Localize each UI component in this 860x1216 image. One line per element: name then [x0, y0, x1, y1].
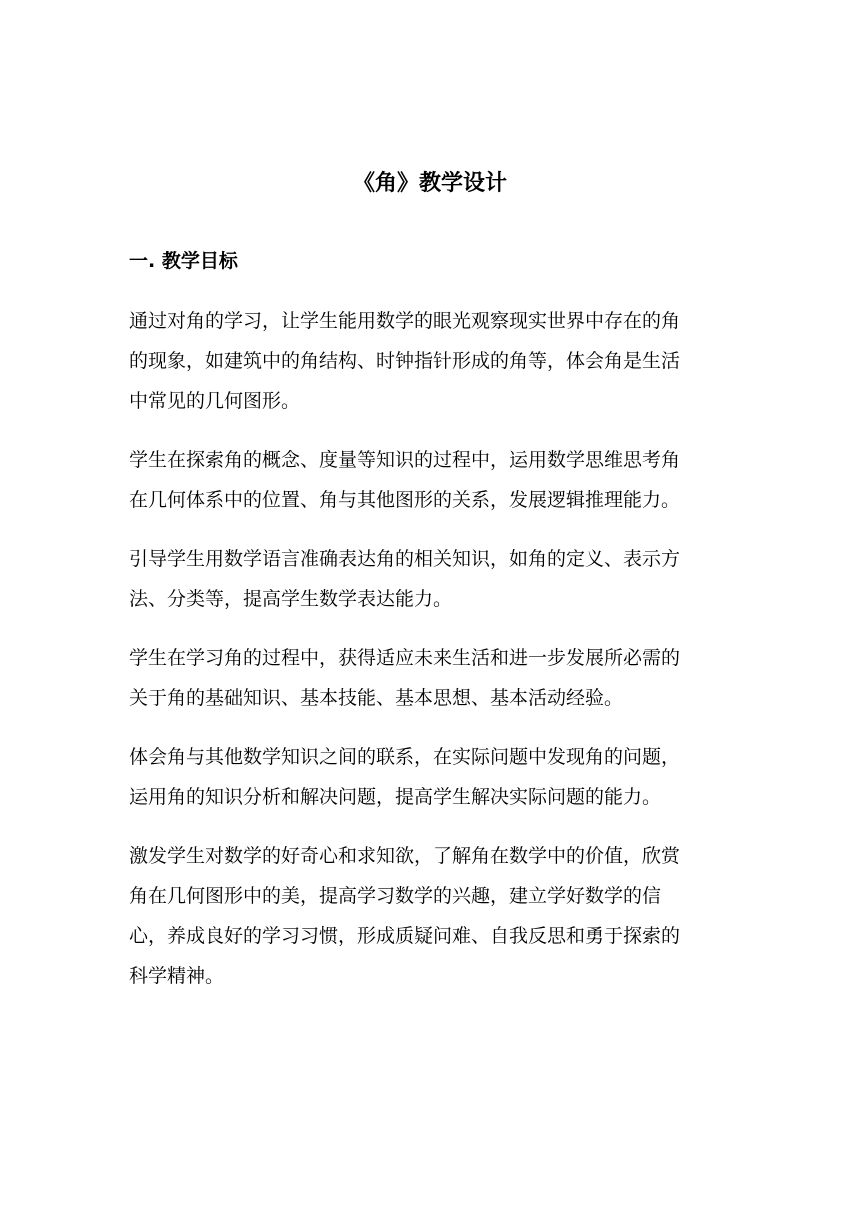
document-body [129, 301, 729, 1015]
paragraph-line: 法、分类等，提高学生数学表达能力。 [129, 588, 453, 610]
paragraph-line: 的现象，如建筑中的角结构、时钟指针形成的角等，体会角是生活 [129, 350, 681, 372]
paragraph [129, 301, 729, 421]
paragraph-line: 在几何体系中的位置、角与其他图形的关系，发展逻辑推理能力。 [129, 489, 681, 511]
paragraph [129, 737, 729, 817]
paragraph-line: 角在几何图形中的美，提高学习数学的兴趣，建立学好数学的信 [129, 885, 662, 907]
paragraph [129, 440, 729, 520]
paragraph-line: 关于角的基础知识、基本技能、基本思想、基本活动经验。 [129, 687, 624, 709]
paragraph-line: 学生在学习角的过程中，获得适应未来生活和进一步发展所必需的 [129, 647, 681, 669]
paragraph [129, 539, 729, 619]
paragraph-line: 激发学生对数学的好奇心和求知欲，了解角在数学中的价值，欣赏 [129, 845, 681, 867]
paragraph [129, 836, 729, 996]
paragraph-line: 通过对角的学习，让学生能用数学的眼光观察现实世界中存在的角 [129, 310, 681, 332]
document-title: 《角》教学设计 [352, 171, 507, 196]
paragraph-line: 学生在探索角的概念、度量等知识的过程中，运用数学思维思考角 [129, 449, 681, 471]
section-heading-teaching-objectives: 一. 教学目标 [129, 250, 238, 272]
paragraph [129, 638, 729, 718]
paragraph-line: 科学精神。 [129, 965, 225, 987]
paragraph-line: 心，养成良好的学习习惯，形成质疑问难、自我反思和勇于探索的 [129, 925, 681, 947]
paragraph-line: 引导学生用数学语言准确表达角的相关知识，如角的定义、表示方 [129, 548, 681, 570]
paragraph-line: 中常见的几何图形。 [129, 390, 301, 412]
paragraph-line: 体会角与其他数学知识之间的联系，在实际问题中发现角的问题， [129, 746, 681, 768]
paragraph-line: 运用角的知识分析和解决问题，提高学生解决实际问题的能力。 [129, 786, 662, 808]
